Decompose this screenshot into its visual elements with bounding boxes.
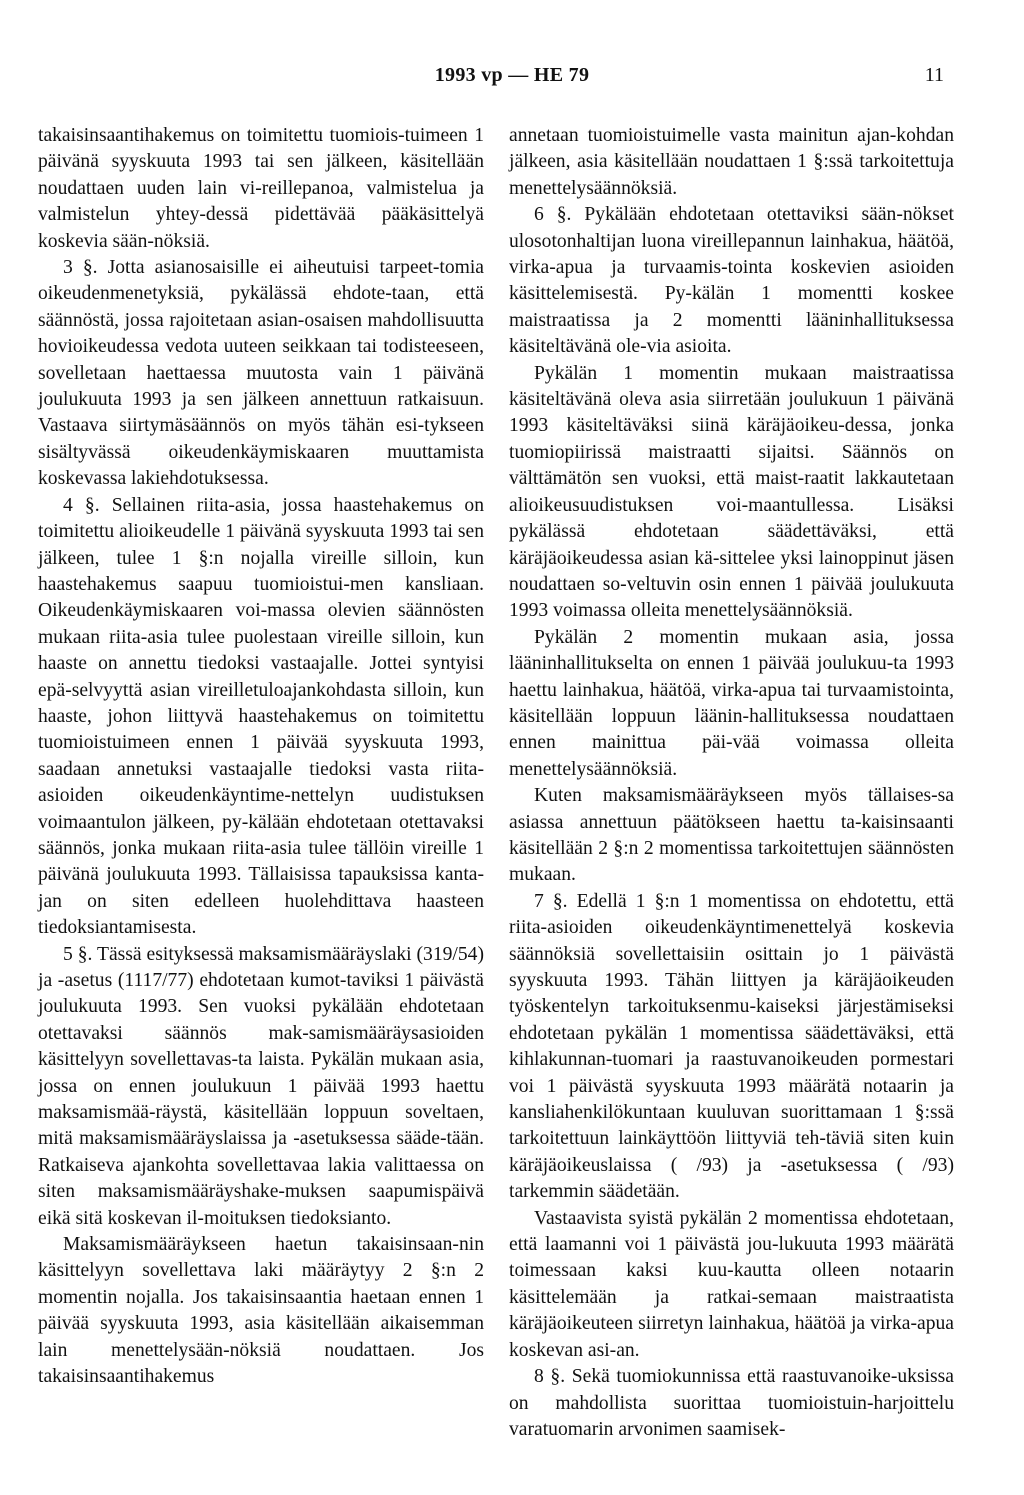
page-number: 11 — [924, 64, 944, 86]
paragraph: 4 §. Sellainen riita-asia, jossa haastehakemus on toimitettu alioikeudelle 1 päivänä syyskuuta 1993 tai sen jälkeen, tulee 1 §:n nojalla vireille silloin, kun haastehakemus saapuu tuomioistui-men kansliaan. Oikeudenkäymiskaaren voi-massa olevien säännösten mukaan riita-asia tulee puolestaan vireille silloin, kun haaste on annettu tiedoksi vastaajalle. Jottei syntyisi epä-selvyyttä asian vireilletuloajankohdasta silloin, kun haaste, johon liittyvä haastehakemus on toimitettu tuomioistuimeen ennen 1 päivää syyskuuta 1993, saadaan annetuksi vastaajalle tiedoksi vasta riita-asioiden oikeudenkäyntime-nettelyn uudistuksen voimaantulon jälkeen, py-kälään ehdotetaan otettavaksi säännös, jonka mukaan riita-asia tulee tällöin vireille 1 päivänä joulukuuta 1993. Tällaisissa tapauksissa kanta-jan on siten edelleen huolehdittava haasteen tiedoksiantamisesta. — [38, 494, 484, 939]
left-column — [38, 123, 484, 1391]
paragraph: Pykälän 1 momentin mukaan maistraatissa käsiteltävänä oleva asia siirretään joulukuun 1 päivänä 1993 käsiteltäväksi siinä käräjäoikeu-dessa, jonka tuomiopiirissä maistraatti sijaitsi. Säännös on välttämätön sen vuoksi, että maist-raatit lakkautetaan alioikeusuudistuksen voi-maantullessa. Lisäksi pykälässä ehdotetaan säädettäväksi, että käräjäoikeudessa asian kä-sittelee yksi lainoppinut jäsen noudattaen so-veltuvin osin ennen 1 päivää joulukuuta 1993 voimassa olleita menettelysäännöksiä. — [509, 362, 954, 622]
paragraph: 5 §. Tässä esityksessä maksamismääräyslaki (319/54) ja -asetus (1117/77) ehdotetaan kumot-taviksi 1 päivästä joulukuuta 1993. Sen vuoksi pykälään ehdotetaan otettavaksi säännös mak-samismääräysasioiden käsittelyyn sovellettavas-ta laista. Pykälän mukaan asia, jossa on ennen joulukuun 1 päivää 1993 haettu maksamismää-räystä, käsitellään loppuun soveltaen, mitä maksamismääräyslaissa ja -asetuksessa sääde-tään. Ratkaiseva ajankohta sovellettavaa lakia valittaessa on siten maksamismääräyshake-muksen saapumispäivä eikä sitä koskevan il-moituksen tiedoksianto. — [38, 943, 484, 1229]
paragraph: takaisinsaantihakemus on toimitettu tuomiois-tuimeen 1 päivänä syyskuuta 1993 tai sen jälkeen, käsitellään noudattaen uuden lain vi-reillepanoa, valmistelua ja valmistelun yhtey-dessä pidettävää pääkäsittelyä koskevia sään-nöksiä. — [38, 125, 484, 252]
paragraph: annetaan tuomioistuimelle vasta mainitun ajan-kohdan jälkeen, asia käsitellään noudattaen 1 §:ssä tarkoitettuja menettelysäännöksiä. — [509, 125, 954, 199]
paragraph: Pykälän 2 momentin mukaan asia, jossa lääninhallitukselta on ennen 1 päivää joulukuu-ta 1993 haettu lainhakua, häätöä, virka-apua tai turvaamistointa, käsitellään loppuun läänin-hallituksessa noudattaen ennen mainittua päi-vää voimassa olleita menettelysäännöksiä. — [509, 626, 954, 780]
paragraph: 3 §. Jotta asianosaisille ei aiheutuisi tarpeet-tomia oikeudenmenetyksiä, pykälässä ehdote-taan, että säännöstä, jossa rajoitetaan asian-osaisen mahdollisuutta hovioikeudessa vedota uuteen seikkaan tai todisteeseen, sovelletaan haettaessa muutosta vain 1 päivänä joulukuuta 1993 ja sen jälkeen annettuun ratkaisuun. Vastaava siirtymäsäännös on myös tähän esi-tykseen sisältyvässä oikeudenkäymiskaaren muuttamista koskevassa lakiehdotuksessa. — [38, 257, 484, 490]
running-head: 1993 vp — HE 79 — [434, 64, 590, 86]
paragraph: 6 §. Pykälään ehdotetaan otettaviksi sään-nökset ulosotonhaltijan luona vireillepannun lainhakua, häätöä, virka-apua ja turvaamis-tointa koskevien asioiden käsittelemisestä. Py-kälän 1 momentti koskee maistraatissa ja 2 momentti lääninhallituksessa käsiteltävänä ole-via asioita. — [509, 204, 954, 358]
right-column — [509, 123, 954, 1443]
page-header — [0, 64, 1024, 92]
paragraph: Maksamismääräykseen haetun takaisinsaan-nin käsittelyyn sovellettava laki määräytyy 2 §:n 2 momentin nojalla. Jos takaisinsaantia haetaan ennen 1 päivää syyskuuta 1993, asia käsitellään aikaisemman lain menettelysään-nöksiä noudattaen. Jos takaisinsaantihakemus — [38, 1234, 484, 1388]
paragraph: Vastaavista syistä pykälän 2 momentissa ehdotetaan, että laamanni voi 1 päivästä jou-lukuuta 1993 määrätä toimessaan kaksi kuu-kautta olleen notaarin käsittelemään ja ratkai-semaan maistraatista käräjäoikeuteen siirretyn lainhakua, häätöä ja virka-apua koskevan asi-an. — [509, 1207, 954, 1361]
paragraph: 8 §. Sekä tuomiokunnissa että raastuvanoike-uksissa on mahdollista suorittaa tuomioistuin-harjoittelu varatuomarin arvonimen saamisek- — [509, 1366, 954, 1440]
paragraph: 7 §. Edellä 1 §:n 1 momentissa on ehdotettu, että riita-asioiden oikeudenkäyntimenettelyä koskevia säännöksiä sovellettaisiin osittain jo 1 päivästä syyskuuta 1993. Tähän liittyen ja käräjäoikeuden työskentelyn tarkoituksenmu-kaiseksi järjestämiseksi ehdotetaan pykälän 1 momentissa säädettäväksi, että kihlakunnan-tuomari ja raastuvanoikeuden pormestari voi 1 päivästä syyskuuta 1993 määrätä notaarin ja kansliahenkilökuntaan kuuluvan suorittamaan 1 §:ssä tarkoitettuun lainkäyttöön liittyviä teh-täviä siten kuin käräjäoikeuslaissa ( /93) ja -asetuksessa ( /93) tarkemmin säädetään. — [509, 890, 954, 1203]
paragraph: Kuten maksamismääräykseen myös tällaises-sa asiassa annettuun päätökseen haettu ta-kaisinsaanti käsitellään 2 §:n 2 momentissa tarkoitettujen säännösten mukaan. — [509, 785, 954, 886]
